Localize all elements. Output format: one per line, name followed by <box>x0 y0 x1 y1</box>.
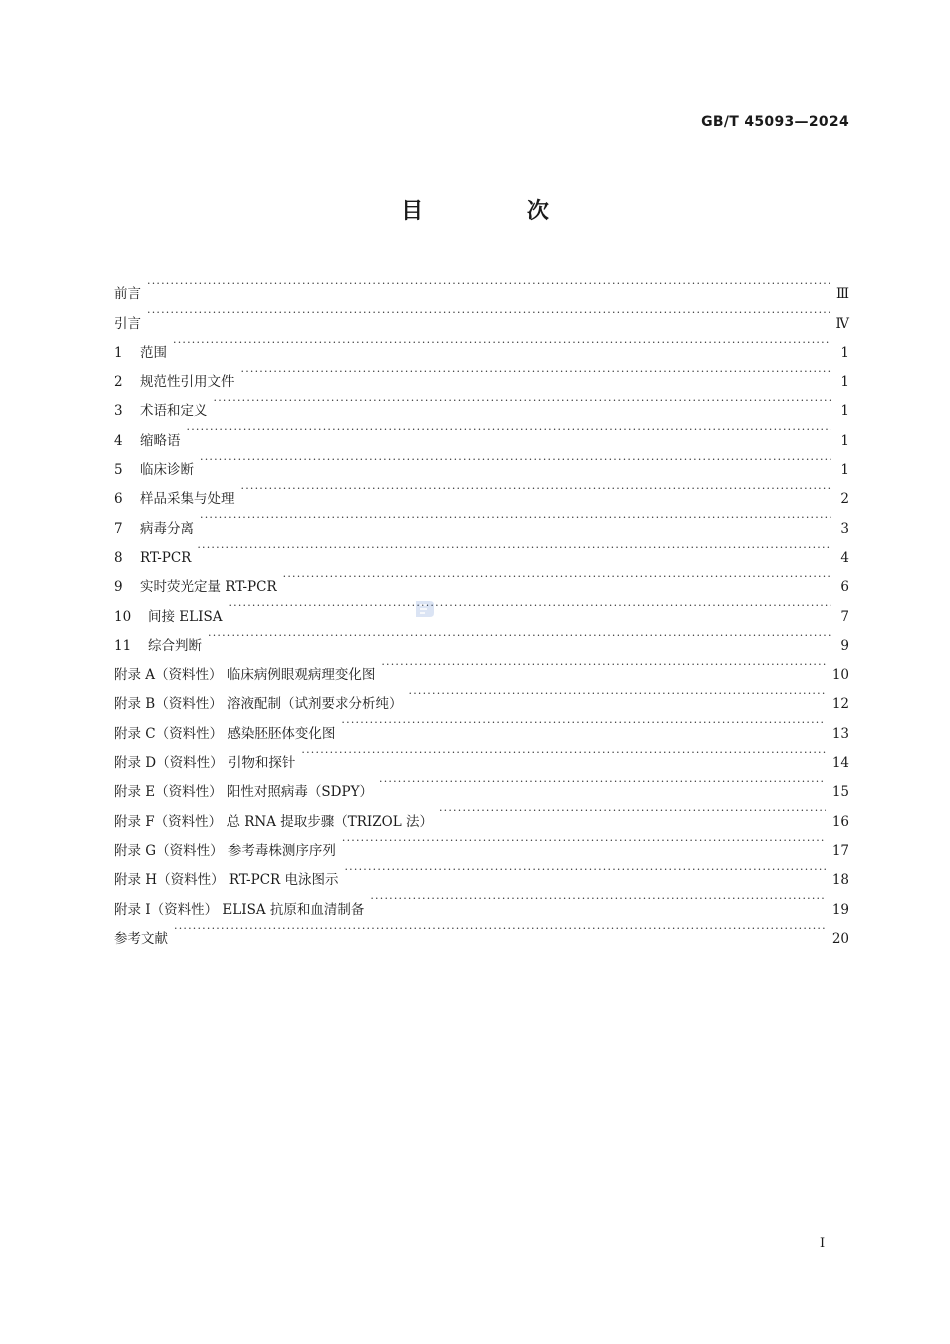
toc-entry-text: 缩略语 <box>140 432 181 449</box>
toc-entry-text: RT-PCR <box>140 549 192 566</box>
toc-entry-text: 间接 ELISA <box>148 608 223 625</box>
toc-entry-text: 附录 I（资料性） ELISA 抗原和血清制备 <box>114 901 365 918</box>
toc-entry-text: 病毒分离 <box>140 520 194 537</box>
toc-entry-number: 9 <box>114 579 123 596</box>
toc-entry[interactable] <box>114 269 849 303</box>
toc-leader-dots <box>200 503 831 532</box>
toc-entry-text: 参考文献 <box>114 930 168 947</box>
toc-entry-text: 临床诊断 <box>140 462 194 479</box>
page-number-footer: I <box>820 1236 826 1251</box>
toc-entry-page: 1 <box>840 432 849 449</box>
toc-entry[interactable] <box>114 386 849 420</box>
toc-leader-dots <box>214 386 832 415</box>
toc-entry-page: 16 <box>831 813 849 830</box>
watermark-logo-icon <box>412 597 436 621</box>
toc-entry-text: 附录 F（资料性） 总 RNA 提取步骤（TRIZOL 法） <box>114 813 433 830</box>
toc-entry-number: 4 <box>114 432 123 449</box>
toc-entry[interactable] <box>114 533 849 566</box>
toc-entry[interactable] <box>114 445 849 479</box>
toc-entry-label <box>114 749 295 778</box>
toc-entry-page: 7 <box>840 608 849 625</box>
toc-entry-label <box>114 310 141 339</box>
toc-leader-dots <box>241 357 832 386</box>
toc-leader-dots <box>439 796 826 825</box>
toc-entry-text: 术语和定义 <box>140 403 208 420</box>
toc-leader-dots <box>147 298 830 327</box>
toc-entry-text: 范围 <box>140 344 167 361</box>
toc-leader-dots <box>342 826 826 855</box>
toc-entry[interactable] <box>114 328 849 361</box>
toc-leader-dots <box>147 269 830 298</box>
toc-entry-page: 1 <box>840 374 849 391</box>
toc-entry-page: 14 <box>831 755 849 772</box>
table-of-contents <box>114 269 849 947</box>
toc-entry-text: 附录 E（资料性） 阳性对照病毒（SDPY） <box>114 784 374 801</box>
toc-entry-number: 5 <box>114 462 123 479</box>
toc-entry-page: 12 <box>831 696 849 713</box>
toc-entry-number: 1 <box>114 344 123 361</box>
toc-entry-text: 附录 H（资料性） RT-PCR 电泳图示 <box>114 872 339 889</box>
toc-entry-number: 10 <box>114 608 132 625</box>
toc-leader-dots <box>208 621 831 650</box>
toc-entry-text: 综合判断 <box>148 637 202 654</box>
toc-leader-dots <box>283 562 831 591</box>
toc-entry-page: 19 <box>831 901 849 918</box>
toc-entry[interactable] <box>114 562 849 596</box>
toc-entry-label <box>114 280 141 309</box>
toc-entry-label <box>114 427 181 456</box>
toc-entry[interactable] <box>114 503 849 537</box>
toc-entry-label <box>114 925 168 954</box>
toc-entry-label <box>114 778 373 807</box>
toc-entry-page: 9 <box>840 637 849 654</box>
toc-entry-page: 3 <box>840 520 849 537</box>
toc-entry-label <box>114 456 194 485</box>
toc-entry-page: 4 <box>840 549 849 566</box>
toc-entry-text: 样品采集与处理 <box>140 491 235 508</box>
toc-entry-text: 附录 B（资料性） 溶液配制（试剂要求分析纯） <box>114 696 403 713</box>
toc-leader-dots <box>341 708 825 737</box>
toc-entry[interactable] <box>114 621 849 654</box>
toc-entry[interactable] <box>114 415 849 449</box>
toc-leader-dots <box>241 474 832 503</box>
toc-leader-dots <box>301 738 825 767</box>
standard-number: GB/T 45093—2024 <box>701 114 849 130</box>
toc-entry-page: 1 <box>840 462 849 479</box>
toc-entry[interactable] <box>114 650 849 684</box>
toc-entry-page: 20 <box>831 930 849 947</box>
toc-entry[interactable] <box>114 914 849 947</box>
toc-entry[interactable] <box>114 298 849 332</box>
toc-leader-dots <box>200 445 831 474</box>
toc-entry[interactable] <box>114 474 849 508</box>
toc-entry-page: 17 <box>831 842 849 859</box>
toc-entry-text: 附录 D（资料性） 引物和探针 <box>114 755 296 772</box>
toc-entry-label <box>114 866 338 895</box>
toc-entry-number: 8 <box>114 549 123 566</box>
toc-entry-number: 11 <box>114 637 132 654</box>
toc-entry-label <box>114 544 191 573</box>
toc-entry-label <box>114 837 336 866</box>
toc-leader-dots <box>344 855 825 884</box>
toc-entry-number: 3 <box>114 403 123 420</box>
toc-entry-number: 6 <box>114 491 123 508</box>
toc-leader-dots <box>409 679 826 708</box>
toc-leader-dots <box>370 884 825 913</box>
toc-entry-text: 引言 <box>114 315 141 332</box>
toc-entry-label <box>114 661 375 690</box>
toc-entry-text: 规范性引用文件 <box>140 374 235 391</box>
toc-entry-page: 1 <box>840 403 849 420</box>
toc-entry-text: 前言 <box>114 286 141 303</box>
toc-entry-number: 7 <box>114 520 123 537</box>
toc-entry-page: 18 <box>831 872 849 889</box>
toc-entry-text: 附录 G（资料性） 参考毒株测序序列 <box>114 842 336 859</box>
toc-entry[interactable] <box>114 357 849 391</box>
toc-entry-label <box>114 339 167 368</box>
toc-entry-page: 10 <box>831 667 849 684</box>
toc-entry-page: 2 <box>840 491 849 508</box>
toc-leader-dots <box>381 650 825 679</box>
toc-entry-label <box>114 515 194 544</box>
toc-entry-text: 附录 C（资料性） 感染胚胚体变化图 <box>114 725 336 742</box>
toc-entry-page: Ⅳ <box>835 315 849 332</box>
toc-leader-dots <box>173 328 831 357</box>
toc-leader-dots <box>228 591 831 620</box>
toc-entry-label <box>114 632 202 661</box>
toc-entry-page: 6 <box>840 579 849 596</box>
toc-entry-number: 2 <box>114 374 123 391</box>
toc-entry-page: 1 <box>840 344 849 361</box>
toc-entry-text: 附录 A（资料性） 临床病例眼观病理变化图 <box>114 667 376 684</box>
toc-leader-dots <box>174 914 826 943</box>
toc-leader-dots <box>379 767 826 796</box>
toc-entry-text: 实时荧光定量 RT-PCR <box>140 579 277 596</box>
page-title: 目 次 <box>401 199 597 224</box>
toc-entry-label <box>114 603 222 632</box>
toc-leader-dots <box>187 415 832 444</box>
toc-entry-page: 15 <box>831 784 849 801</box>
toc-entry-page: 13 <box>831 725 849 742</box>
toc-entry-page: Ⅲ <box>835 286 849 303</box>
toc-leader-dots <box>197 533 831 562</box>
